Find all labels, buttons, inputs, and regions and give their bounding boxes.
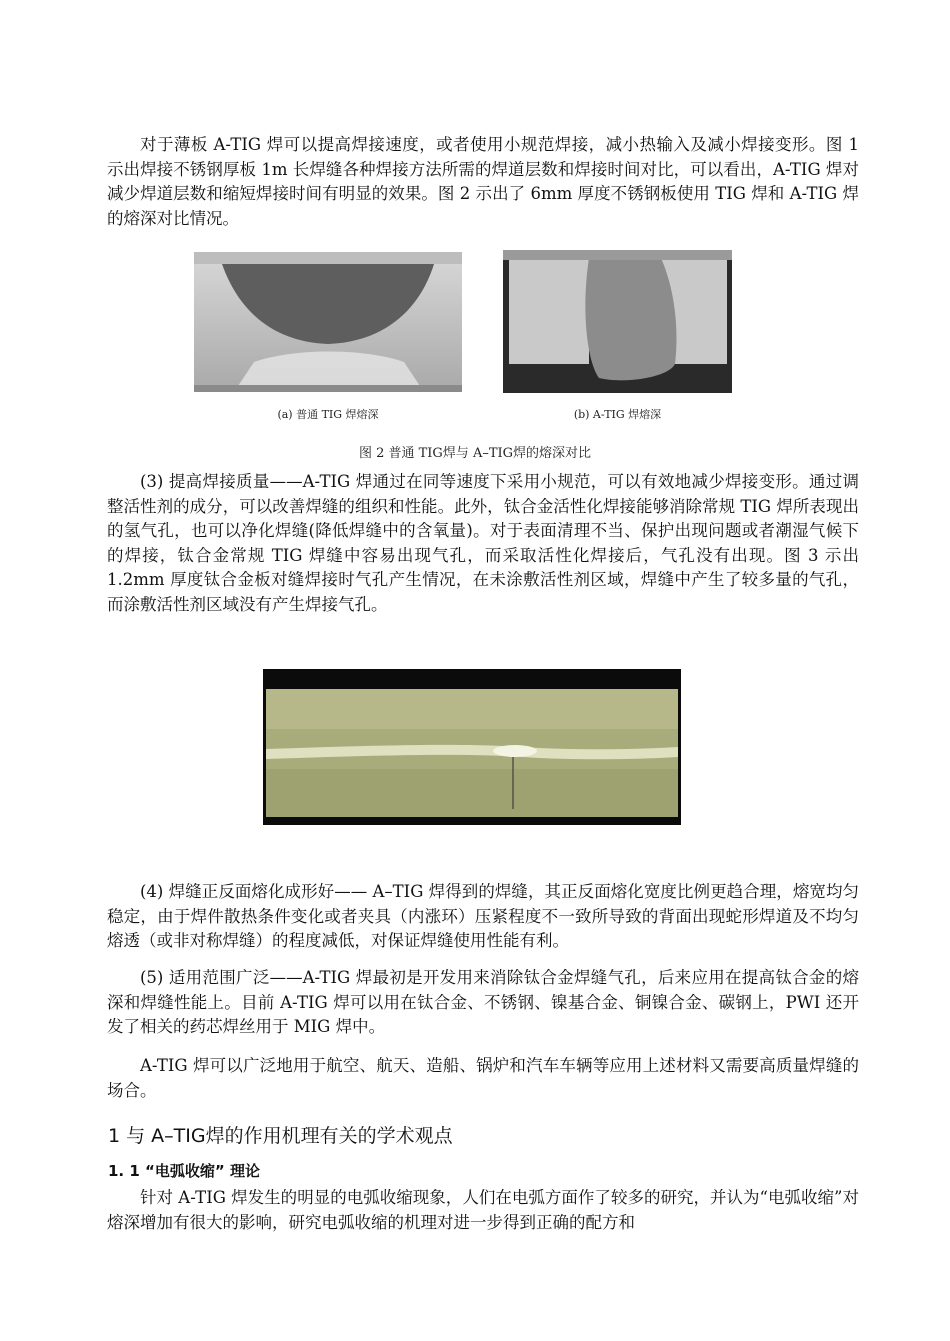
paragraph-thin-plate: 对于薄板 A-TIG 焊可以提高焊接速度，或者使用小规范焊接，减小热输入及减小焊接变形。图 1 示出焊接不锈钢厚板 1m 长焊缝各种焊接方法所需的焊道层数和焊接时间对比，可以看出，A-TIG 焊对减少焊道层数和缩短焊接时间有明显的效果。图 2 示出了 6mm 厚度不锈钢板使用 TIG 焊和 A-TIG 焊的熔深对比情况。 <box>107 135 859 228</box>
paragraph-application-range: (5) 适用范围广泛——A-TIG 焊最初是开发用来消除钛合金焊缝气孔，后来应用在提高钛合金的熔深和焊缝性能上。目前 A-TIG 焊可以用在钛合金、不锈钢、镍基合金、铜镍合金、碳钢上，PWI 还开发了相关的药芯焊丝用于 MIG 焊中。 <box>107 968 859 1036</box>
micrograph-tig-penetration <box>194 252 462 392</box>
caption-fig2a: (a) 普通 TIG 焊熔深 <box>277 408 379 421</box>
caption-fig2b: (b) A-TIG 焊熔深 <box>573 408 662 421</box>
paragraph-weld-formation: (4) 焊缝正反面熔化成形好—— A–TIG 焊得到的焊缝，其正反面熔化宽度比例更趋合理，熔宽均匀稳定，由于焊件散热条件变化或者夹具（内涨环）压紧程度不一致所导致的背面出现蛇形焊道及不均匀熔透（或非对称焊缝）的程度减低，对保证焊缝使用性能有利。 <box>107 882 859 950</box>
paragraph-usage: A-TIG 焊可以广泛地用于航空、航天、造船、锅炉和汽车车辆等应用上述材料又需要高质量焊缝的场合。 <box>107 1056 859 1100</box>
micrograph-atig-penetration <box>503 250 732 393</box>
paragraph-weld-quality: (3) 提高焊接质量——A-TIG 焊通过在同等速度下采用小规范，可以有效地减少焊接变形。通过调整活性剂的成分，可以改善焊缝的组织和性能。此外，钛合金活性化焊接能够消除常规 TIG 焊所表现出的氢气孔，也可以净化焊缝(降低焊缝中的含氧量)。对于表面清理不当、保护出现问题或者潮湿气候下的焊接，钛合金常规 TIG 焊缝中容易出现气孔，而采取活性化焊接后，气孔没有出现。图 3 示出 1.2mm 厚度钛合金板对缝焊接时气孔产生情况，在未涂敷活性剂区域，焊缝中产生了较多量的气孔，而涂敷活性剂区域没有产生焊接气孔。 <box>107 472 859 614</box>
section-heading-1-1: 1. 1 “电弧收缩” 理论 <box>108 1162 260 1180</box>
section-heading-1: 1 与 A–TIG焊的作用机理有关的学术观点 <box>108 1125 453 1147</box>
weld-seam-photo <box>263 669 681 825</box>
figure2-title: 图 2 普通 TIG焊与 A–TIG焊的熔深对比 <box>358 446 592 461</box>
paragraph-arc-contraction: 针对 A-TIG 焊发生的明显的电弧收缩现象，人们在电弧方面作了较多的研究，并认为“电弧收缩”对熔深增加有很大的影响，研究电弧收缩的机理对进一步得到正确的配方和 <box>107 1188 859 1232</box>
